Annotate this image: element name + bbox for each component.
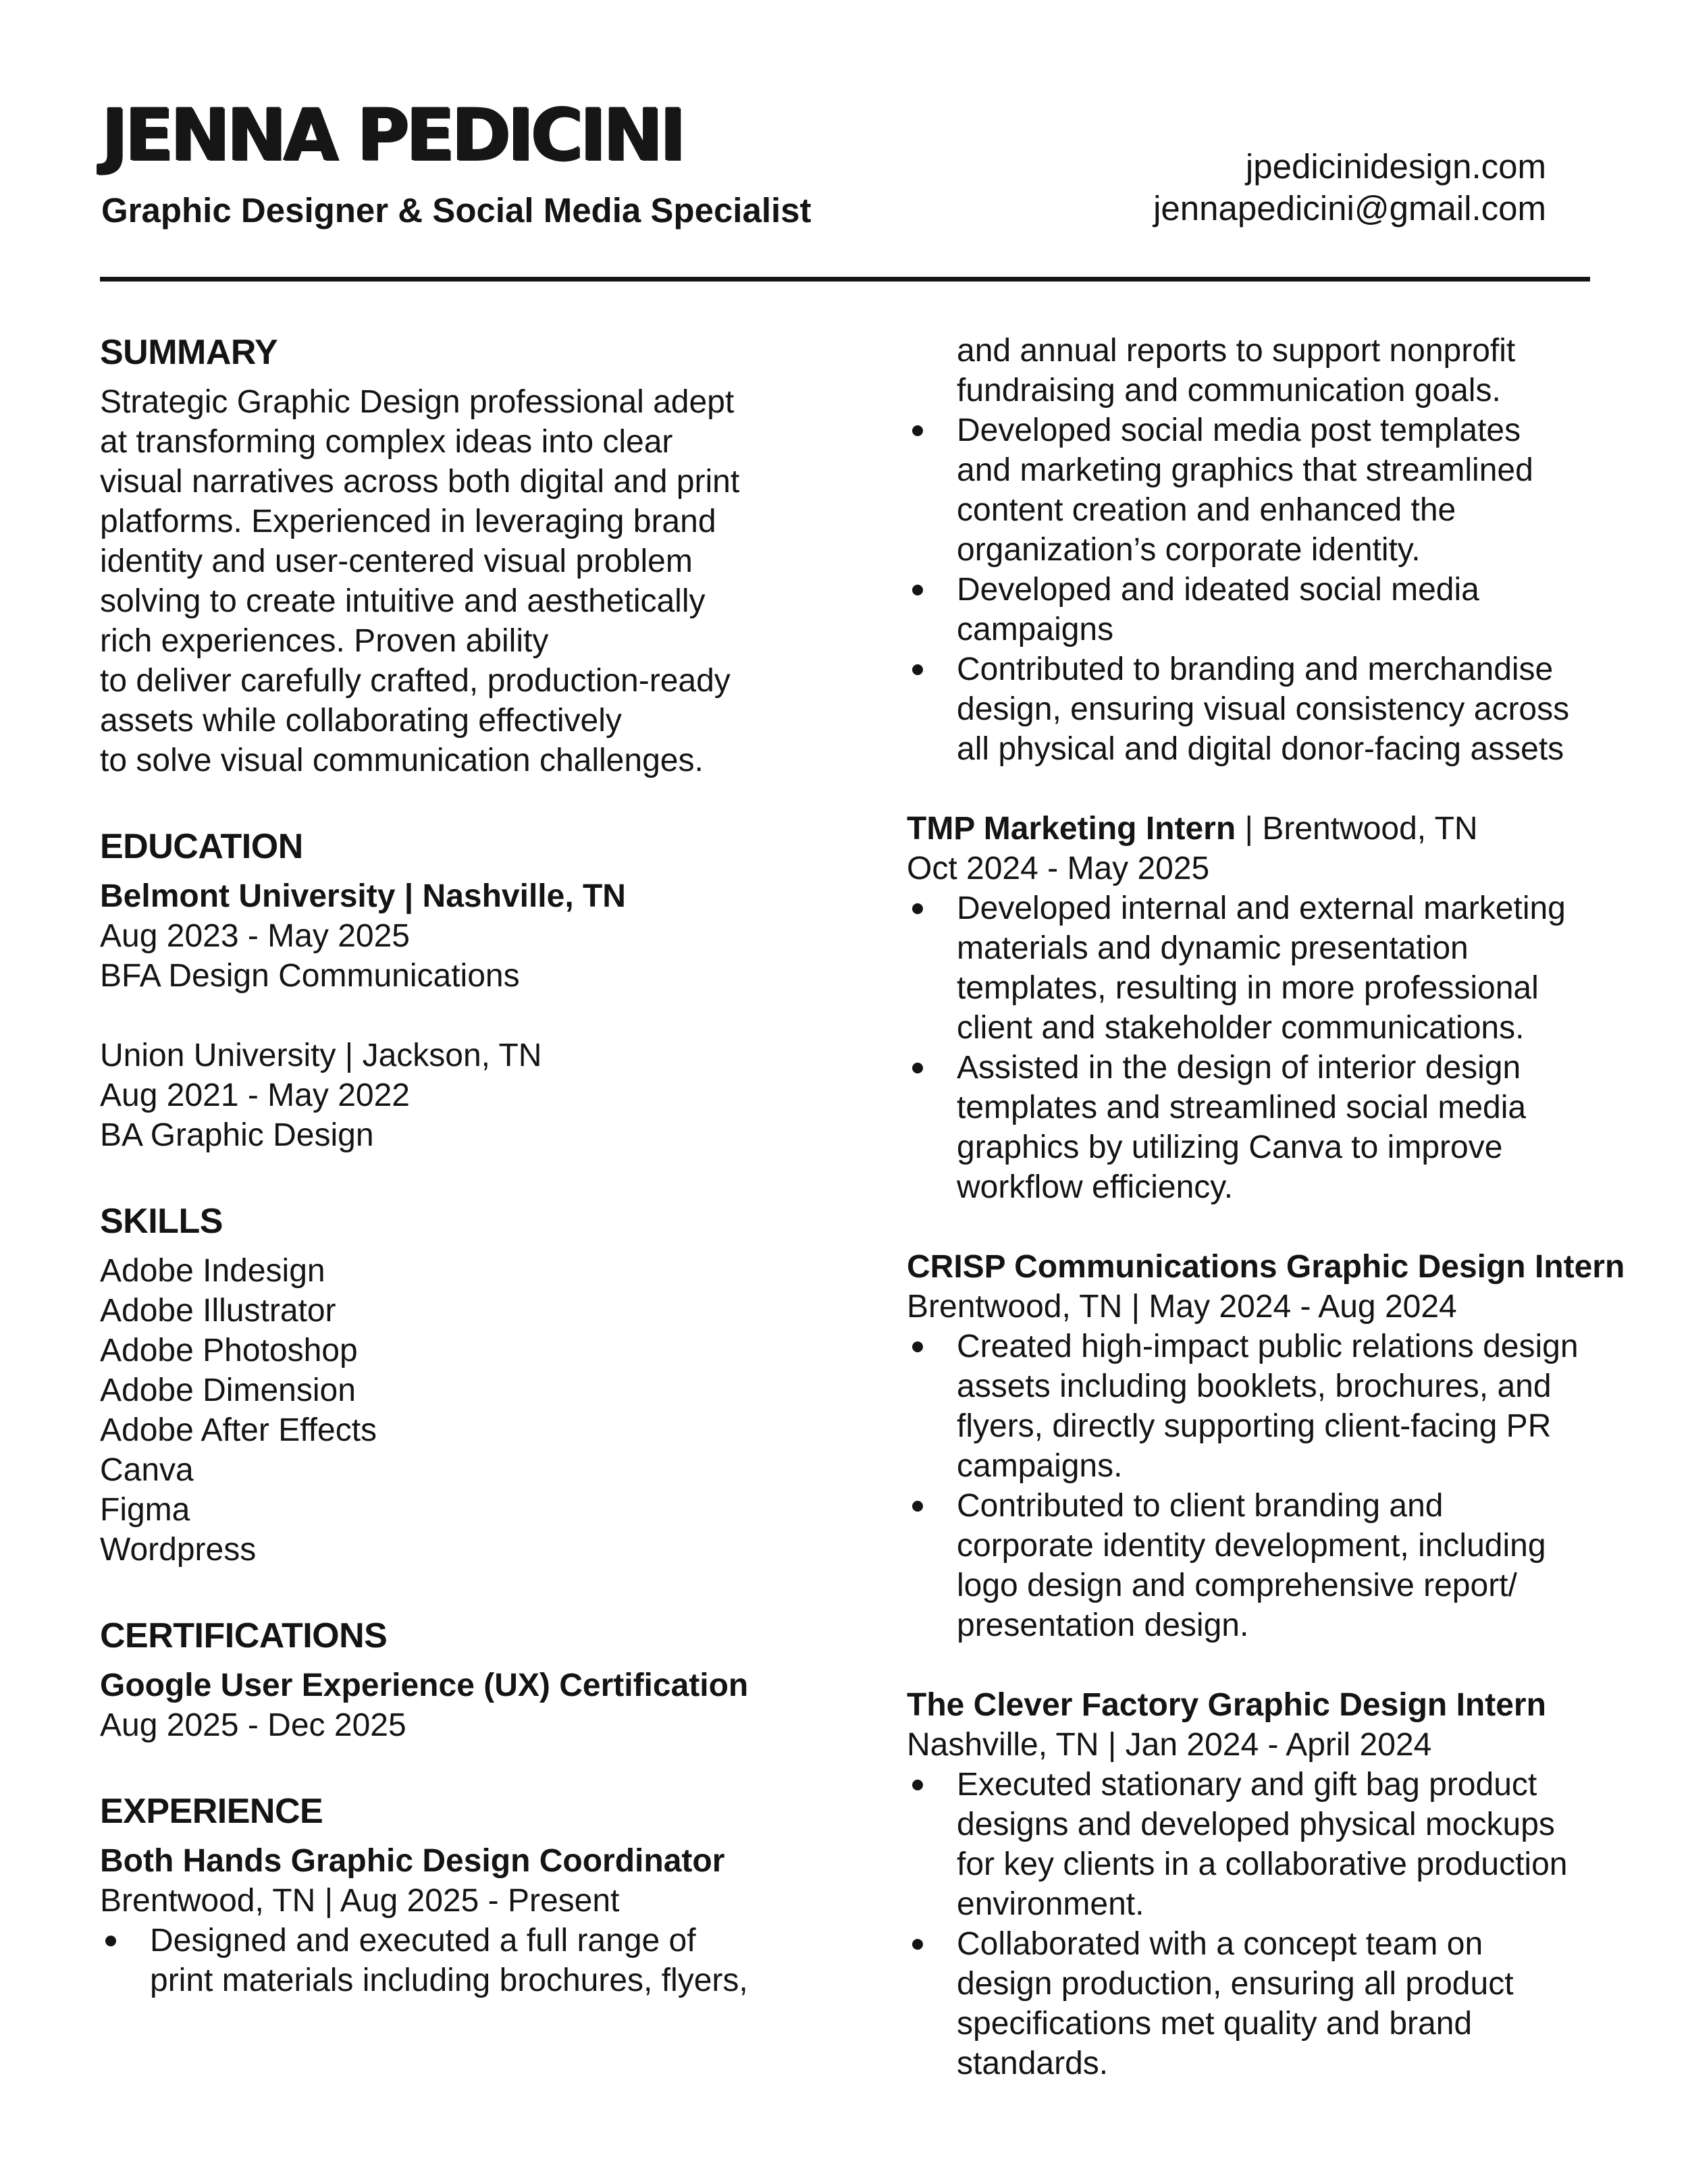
list-item: Created high-impact public relations design assets including booklets, brochures, and flyers, directly supporting client-facing PR campaigns. <box>907 1327 1602 1486</box>
list-item: and annual reports to support nonprofit fundraising and communication goals. <box>957 333 1516 408</box>
school-degree: BA Graphic Design <box>100 1117 374 1153</box>
job-bullets-continued <box>907 331 1602 769</box>
job-title: TMP Marketing Intern | Brentwood, TN <box>907 811 1478 847</box>
list-item: Collaborated with a concept team on design production, ensuring all product specifications met quality and brand standards. <box>907 1924 1602 2083</box>
job-tagline: Graphic Designer & Social Media Specialist <box>101 191 812 230</box>
job-meta: Oct 2024 - May 2025 <box>907 851 1210 886</box>
job-bullets <box>907 1765 1602 2083</box>
job-title: CRISP Communications Graphic Design Intern <box>907 1249 1625 1285</box>
experience-heading: EXPERIENCE <box>100 1792 323 1831</box>
school-name: Belmont University | Nashville, TN <box>100 878 626 914</box>
list-item: Developed internal and external marketing materials and dynamic presentation templates, resulting in more professional client and stakeholder communications. <box>907 888 1602 1048</box>
left-column <box>100 331 809 2000</box>
resume-name: JENNA PEDICINI <box>101 93 683 176</box>
website-link[interactable]: jpedicinidesign.com <box>1245 147 1546 186</box>
right-column <box>907 331 1625 2083</box>
skill-item: Adobe After Effects <box>100 1412 377 1448</box>
education-heading: EDUCATION <box>100 827 303 866</box>
school-degree: BFA Design Communications <box>100 958 520 994</box>
list-item: Assisted in the design of interior design templates and streamlined social media graphics by utilizing Canva to improve workflow efficiency. <box>907 1048 1602 1207</box>
job-title: The Clever Factory Graphic Design Intern <box>907 1687 1546 1723</box>
skill-item: Adobe Photoshop <box>100 1333 358 1368</box>
certification-name: Google User Experience (UX) Certification <box>100 1668 749 1703</box>
school-dates: Aug 2021 - May 2022 <box>100 1077 410 1113</box>
list-item: Contributed to branding and merchandise design, ensuring visual consistency across all physical and digital donor-facing assets <box>907 649 1602 769</box>
skills-heading: SKILLS <box>100 1202 223 1241</box>
job-bullets <box>100 1921 809 2000</box>
summary-text: Strategic Graphic Design professional adept at transforming complex ideas into clear visual narratives across both digital and print platforms. Experienced in leveraging brand identity and user-centered visual problem solving to create intuitive and aesthetically rich experiences. Proven ability to deliver carefully crafted, production-ready assets while collaborating effectively to solve visual communication challenges. <box>100 384 740 778</box>
job-entry <box>907 1685 1602 2083</box>
skill-item: Adobe Dimension <box>100 1373 356 1408</box>
school-dates: Aug 2023 - May 2025 <box>100 918 410 954</box>
list-item: Contributed to client branding and corporate identity development, including logo design and comprehensive report/ presentation design. <box>907 1486 1602 1645</box>
list-item: Developed social media post templates and marketing graphics that streamlined content creation and enhanced the organization’s corporate identity. <box>907 410 1602 570</box>
education-entry <box>100 876 809 996</box>
skill-item: Canva <box>100 1452 194 1488</box>
job-meta: Brentwood, TN | May 2024 - Aug 2024 <box>907 1289 1457 1325</box>
skill-item: Wordpress <box>100 1532 257 1568</box>
job-bullets <box>907 888 1602 1207</box>
list-item: Designed and executed a full range of print materials including brochures, flyers, <box>100 1921 809 2000</box>
skills-list <box>100 1251 809 1570</box>
job-meta: Nashville, TN | Jan 2024 - April 2024 <box>907 1727 1432 1763</box>
certifications-heading: CERTIFICATIONS <box>100 1616 388 1655</box>
certification-entry <box>100 1666 809 1745</box>
summary-heading: SUMMARY <box>100 333 278 372</box>
skill-item: Adobe Illustrator <box>100 1293 336 1329</box>
job-bullets <box>907 1327 1602 1645</box>
list-item: Executed stationary and gift bag product designs and developed physical mockups for key clients in a collaborative production environment. <box>907 1765 1602 1924</box>
certification-dates: Aug 2025 - Dec 2025 <box>100 1707 406 1743</box>
list-item: Developed and ideated social media campaigns <box>907 570 1602 649</box>
email-link[interactable]: jennapedicini@gmail.com <box>1153 189 1546 228</box>
job-title: Both Hands Graphic Design Coordinator <box>100 1843 725 1879</box>
contact-block <box>1153 146 1546 230</box>
job-entry <box>907 1247 1625 1645</box>
job-entry <box>907 809 1602 1207</box>
skill-item: Adobe Indesign <box>100 1253 325 1289</box>
education-entry <box>100 1036 809 1155</box>
header-divider <box>100 277 1590 282</box>
job-meta: Brentwood, TN | Aug 2025 - Present <box>100 1883 620 1919</box>
skill-item: Figma <box>100 1492 190 1528</box>
job-entry <box>100 1841 809 2000</box>
school-name: Union University | Jackson, TN <box>100 1038 542 1073</box>
